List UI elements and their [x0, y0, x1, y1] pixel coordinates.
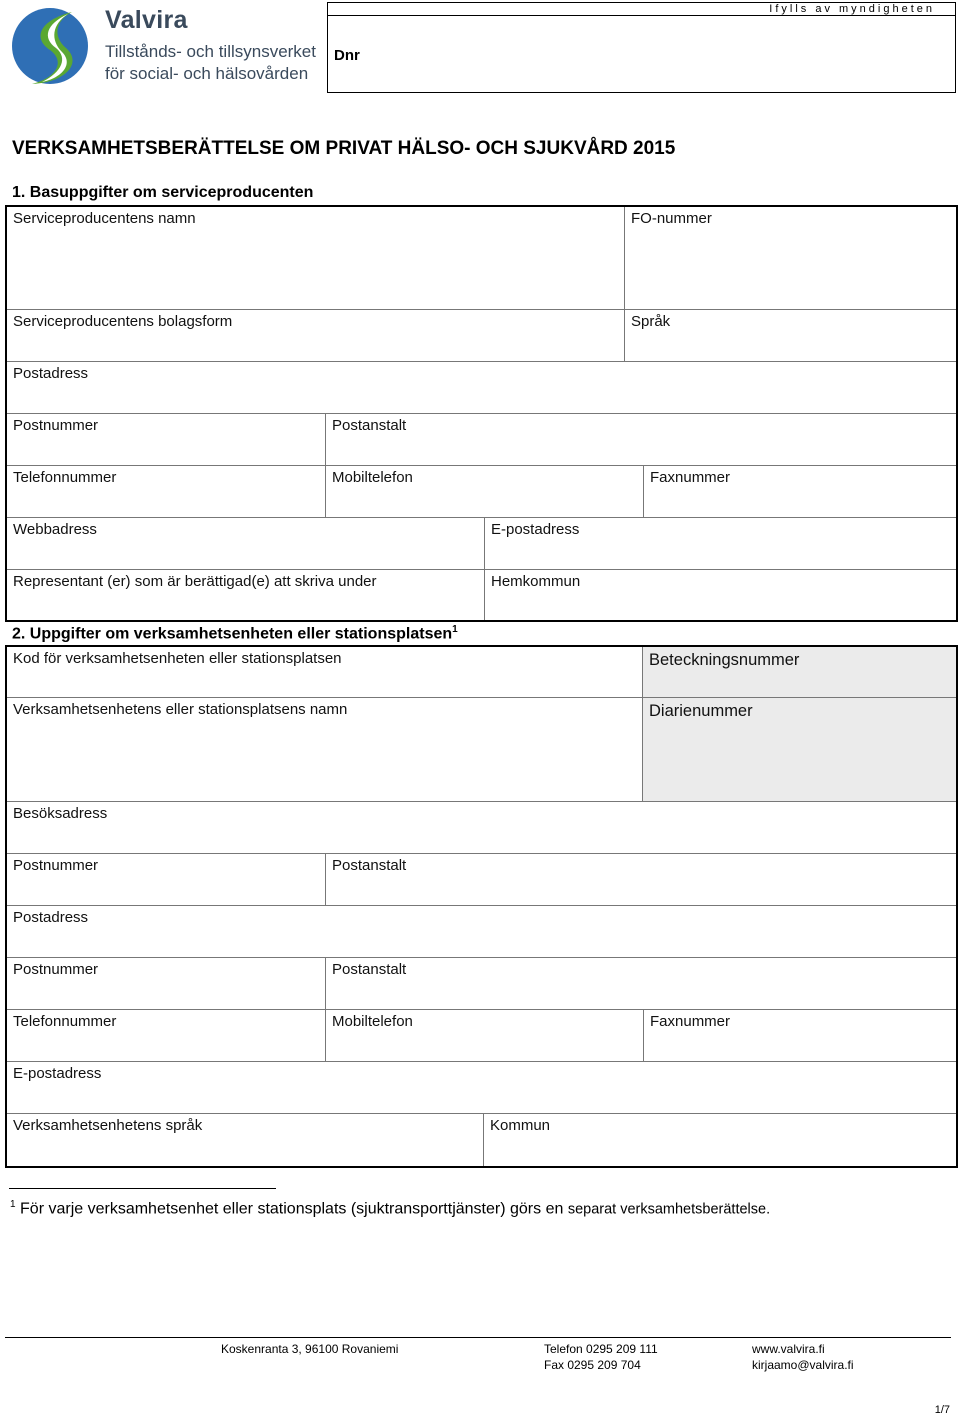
field-mobile[interactable]	[325, 465, 643, 517]
field-label: Verksamhetsenhetens språk	[13, 1117, 203, 1134]
field-label: Mobiltelefon	[332, 1013, 413, 1030]
field-visit-post-office[interactable]	[325, 853, 956, 905]
field-label: Postnummer	[13, 857, 99, 874]
logo-subtitle-line2: för social- och hälsovården	[105, 64, 309, 83]
field-municipality[interactable]	[483, 1113, 956, 1166]
field-web[interactable]	[7, 517, 484, 569]
section1-heading: 1. Basuppgifter om serviceproducenten	[12, 184, 314, 201]
field-language[interactable]	[624, 309, 956, 361]
field-label: E-postadress	[491, 521, 580, 538]
section1-form	[5, 205, 958, 622]
page-number: 1/7	[934, 1404, 950, 1416]
field-producer-name[interactable]	[7, 207, 624, 309]
footnote	[10, 1199, 770, 1218]
office-use-heading: Ifylls av myndigheten	[328, 3, 955, 16]
field-label: Kommun	[490, 1117, 551, 1134]
field-label: Språk	[631, 313, 671, 330]
logo-subtitle-line1: Tillstånds- och tillsynsverket	[105, 42, 316, 61]
field-unit-email[interactable]	[7, 1061, 956, 1113]
field-label: Mobiltelefon	[332, 469, 413, 486]
field-label: FO-nummer	[631, 210, 712, 227]
field-label: Postadress	[13, 909, 89, 926]
field-label: Verksamhetsenhetens eller stationsplatsens namn	[13, 701, 348, 718]
footnote-separator	[9, 1188, 276, 1189]
section2-heading-text: 2. Uppgifter om verksamhetsenheten eller stationsplatsen	[12, 625, 453, 643]
field-unit-fax[interactable]	[643, 1009, 956, 1061]
field-fo-number[interactable]	[624, 207, 956, 309]
field-postal-code[interactable]	[7, 413, 325, 465]
field-phone[interactable]	[7, 465, 325, 517]
field-label: Telefonnummer	[13, 1013, 117, 1030]
section2-heading	[12, 624, 458, 643]
field-label: Telefonnummer	[13, 469, 117, 486]
field-unit-postal-address[interactable]	[7, 905, 956, 957]
footer-address: Koskenranta 3, 96100 Rovaniemi	[221, 1342, 399, 1356]
field-unit-name[interactable]	[7, 697, 642, 801]
field-representative[interactable]	[7, 569, 484, 620]
office-use-box	[327, 2, 956, 93]
field-label: Postnummer	[13, 417, 99, 434]
footnote-text: För varje verksamhetsenhet eller stationsplats (sjuktransporttjänster) görs en	[20, 1200, 564, 1218]
field-label: Serviceproducentens bolagsform	[13, 313, 233, 330]
field-unit-postal-code[interactable]	[7, 957, 325, 1009]
footnote-mark: 1	[10, 1199, 16, 1210]
footer-separator	[5, 1337, 951, 1338]
field-label: Representant (er) som är berättigad(e) att skriva under	[13, 573, 377, 590]
field-label: Postanstalt	[332, 857, 407, 874]
field-designation-number	[642, 647, 956, 697]
field-unit-mobile[interactable]	[325, 1009, 643, 1061]
field-company-form[interactable]	[7, 309, 624, 361]
field-label: E-postadress	[13, 1065, 102, 1082]
section2-form	[5, 645, 958, 1168]
field-label: Besöksadress	[13, 805, 108, 822]
footer-email-link[interactable]: kirjaamo@valvira.fi	[752, 1358, 854, 1372]
field-fax[interactable]	[643, 465, 956, 517]
field-post-office[interactable]	[325, 413, 956, 465]
logo-name: Valvira	[105, 6, 188, 34]
footnote-text-small: separat verksamhetsberättelse.	[567, 1201, 771, 1218]
footnote-ref: 1	[452, 624, 458, 635]
field-unit-code[interactable]	[7, 647, 642, 697]
field-postal-address[interactable]	[7, 361, 956, 413]
field-label: Beteckningsnummer	[649, 651, 800, 669]
field-diary-number	[642, 697, 956, 801]
field-label: Faxnummer	[650, 1013, 731, 1030]
field-label: Postadress	[13, 365, 89, 382]
field-label: Kod för verksamhetsenheten eller stationsplatsen	[13, 650, 342, 667]
field-label: Faxnummer	[650, 469, 731, 486]
valvira-logo	[10, 4, 320, 88]
field-unit-language[interactable]	[7, 1113, 483, 1166]
field-label: Webbadress	[13, 521, 97, 538]
field-home-municipality[interactable]	[484, 569, 956, 620]
field-visit-postal-code[interactable]	[7, 853, 325, 905]
field-email[interactable]	[484, 517, 956, 569]
footer-phone: Telefon 0295 209 111	[544, 1342, 658, 1356]
dnr-label: Dnr	[334, 47, 360, 64]
document-title: VERKSAMHETSBERÄTTELSE OM PRIVAT HÄLSO- OCH SJUKVÅRD 2015	[12, 138, 676, 159]
field-label: Diarienummer	[649, 702, 753, 720]
field-unit-post-office[interactable]	[325, 957, 956, 1009]
footer-fax: Fax 0295 209 704	[544, 1358, 641, 1372]
field-visiting-address[interactable]	[7, 801, 956, 853]
valvira-emblem-icon	[10, 4, 94, 88]
footer-web-link[interactable]: www.valvira.fi	[752, 1342, 825, 1356]
field-label: Postnummer	[13, 961, 99, 978]
field-label: Postanstalt	[332, 417, 407, 434]
field-label: Postanstalt	[332, 961, 407, 978]
field-label: Hemkommun	[491, 573, 581, 590]
field-label: Serviceproducentens namn	[13, 210, 196, 227]
field-unit-phone[interactable]	[7, 1009, 325, 1061]
